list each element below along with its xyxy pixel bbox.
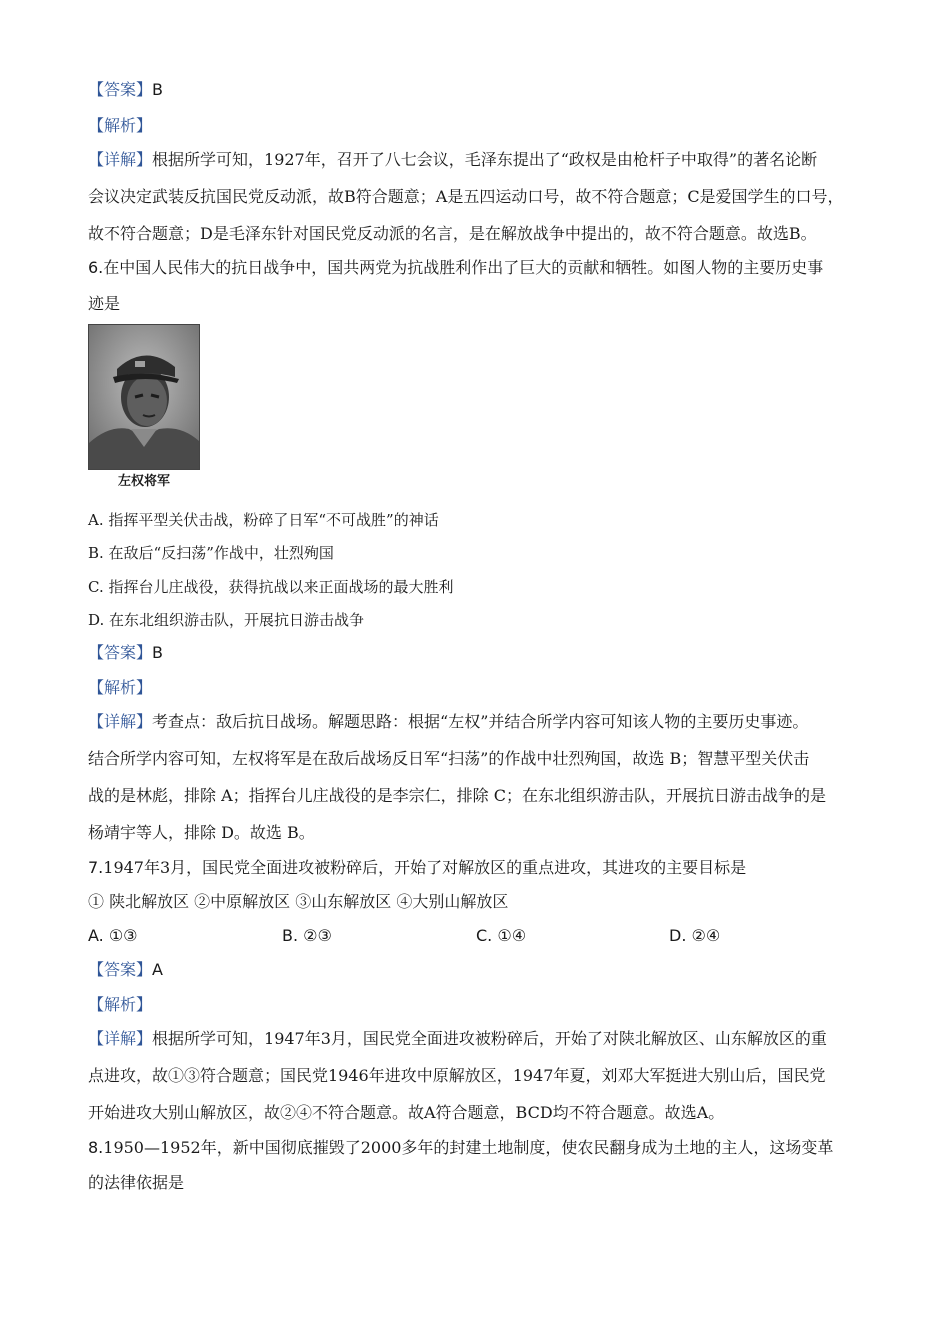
detail-text: 根据所学可知，1947年3月，国民党全面进攻被粉碎后，开始了对陕北解放区、山东解放区的重 (152, 1029, 827, 1048)
q6-stem-line-1 (88, 258, 823, 278)
q5-analysis-label: 【解析】 (88, 116, 153, 135)
q7-stem (88, 858, 746, 878)
portrait-illustration (89, 325, 199, 469)
answer-value: B (152, 643, 163, 662)
q6-detail-line-3: 战的是林彪，排除 A；指挥台儿庄战役的是李宗仁，排除 C；在东北组织游击队，开展抗日游击战争的是 (88, 786, 826, 805)
option-a: A. 指挥平型关伏击战，粉碎了日军“不可战胜”的神话 (88, 511, 439, 529)
choice-c: C. ①④ (476, 926, 527, 945)
q5-detail-line-2: 会议决定武装反抗国民党反动派，故B符合题意；A是五四运动口号，故不符合题意；C是爱国学生的口号， (88, 187, 844, 206)
q7-answer-line (88, 960, 163, 980)
q7-detail-line-2: 点进攻，故①③符合题意；国民党1946年进攻中原解放区，1947年夏，刘邓大军挺进大别山后，国民党 (88, 1066, 826, 1085)
option-b: B. 在敌后“反扫荡”作战中，壮烈殉国 (88, 544, 334, 562)
q6-stem-line-2: 迹是 (88, 294, 121, 313)
q7-detail-line-3: 开始进攻大别山解放区，故②④不符合题意。故A符合题意，BCD均不符合题意。故选A。 (88, 1103, 725, 1122)
q8-stem-line-2: 的法律依据是 (88, 1173, 185, 1192)
question-stem: 在中国人民伟大的抗日战争中，国共两党为抗战胜利作出了巨大的贡献和牺牲。如图人物的主要历史事 (103, 258, 824, 277)
q6-detail-line-1 (88, 712, 808, 732)
q6-answer-line (88, 643, 163, 663)
answer-label: 【答案】 (88, 80, 153, 99)
q5-answer-line (88, 80, 163, 100)
answer-label: 【答案】 (88, 643, 153, 662)
q6-detail-line-4: 杨靖宇等人，排除 D。故选 B。 (88, 823, 315, 842)
option-d: D. 在东北组织游击队，开展抗日游击战争 (88, 611, 365, 629)
q5-detail-line-3: 故不符合题意；D是毛泽东针对国民党反动派的名言，是在解放战争中提出的，故不符合题意。故选B。 (88, 224, 817, 243)
detail-label: 【详解】 (88, 150, 153, 169)
question-stem: 1947年3月，国民党全面进攻被粉碎后，开始了对解放区的重点进攻，其进攻的主要目标是 (103, 858, 747, 877)
q5-detail-line-1 (88, 150, 817, 170)
portrait-photo (88, 324, 200, 470)
q7-analysis-label: 【解析】 (88, 995, 153, 1014)
option-c: C. 指挥台儿庄战役，获得抗战以来正面战场的最大胜利 (88, 578, 454, 596)
detail-text: 根据所学可知，1927年，召开了八七会议，毛泽东提出了“政权是由枪杆子中取得”的著名论断 (152, 150, 818, 169)
choice-b: B. ②③ (282, 926, 332, 945)
answer-label: 【答案】 (88, 960, 153, 979)
q6-detail-line-2: 结合所学内容可知，左权将军是在敌后战场反日军“扫荡”的作战中壮烈殉国，故选 B；智慧平型关伏击 (88, 749, 810, 768)
detail-label: 【详解】 (88, 712, 153, 731)
question-stem: 1950—1952年，新中国彻底摧毁了2000多年的封建土地制度，使农民翻身成为土地的主人，这场变革 (103, 1138, 834, 1157)
choice-d: D. ②④ (669, 926, 721, 945)
q7-items: ① 陕北解放区 ②中原解放区 ③山东解放区 ④大别山解放区 (88, 892, 509, 911)
choice-a: A. ①③ (88, 926, 138, 945)
detail-label: 【详解】 (88, 1029, 153, 1048)
question-number: 6. (88, 258, 104, 277)
detail-text: 考查点：敌后抗日战场。解题思路：根据“左权”并结合所学内容可知该人物的主要历史事迹。 (152, 712, 809, 731)
q7-detail-line-1 (88, 1029, 827, 1049)
photo-caption: 左权将军 (117, 474, 170, 489)
q8-stem-line-1 (88, 1138, 833, 1158)
q6-analysis-label: 【解析】 (88, 678, 153, 697)
question-number: 7. (88, 858, 104, 877)
answer-value: B (152, 80, 163, 99)
question-number: 8. (88, 1138, 104, 1157)
answer-value: A (152, 960, 163, 979)
